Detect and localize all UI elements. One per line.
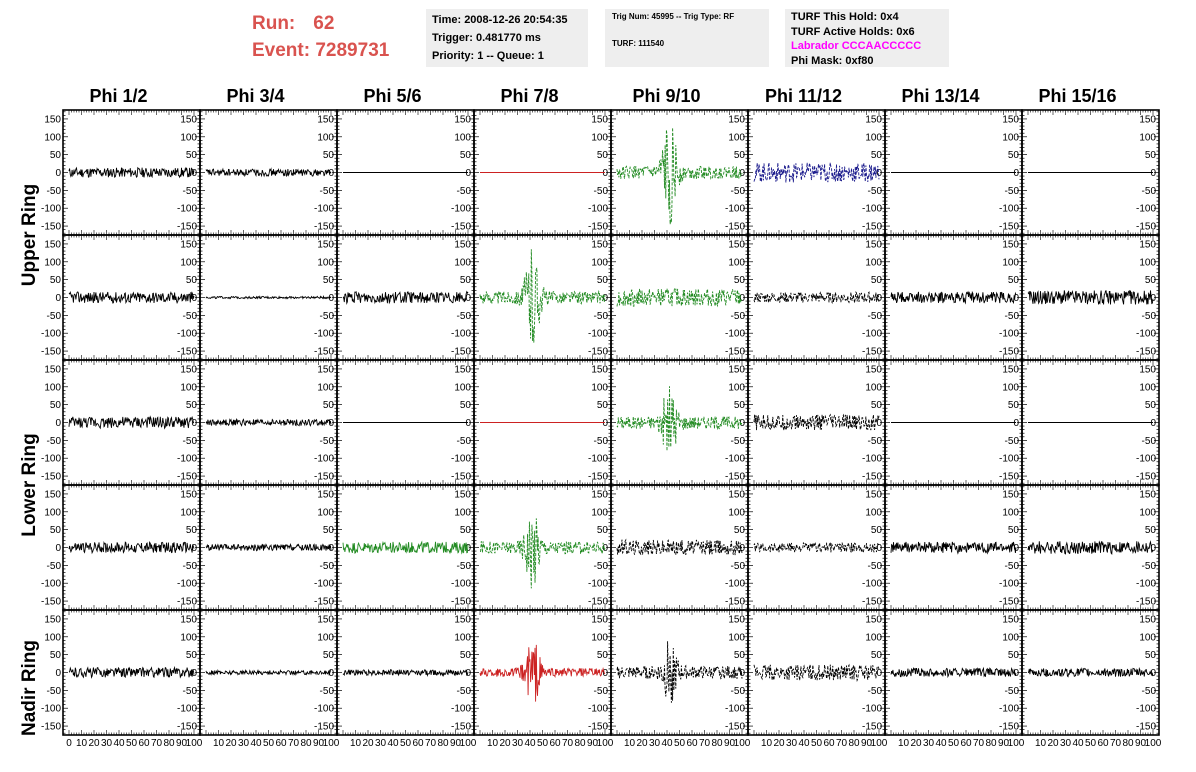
- y-tick-label: 0: [191, 418, 197, 429]
- y-tick-label: 150: [454, 364, 471, 376]
- y-tick-label: -100: [998, 328, 1019, 340]
- waveform-trace: [754, 415, 879, 431]
- panel-r4-c2: [200, 485, 337, 610]
- y-tick-label: -100: [724, 203, 745, 215]
- waveform-trace: [206, 544, 331, 550]
- y-tick-label: 50: [1007, 400, 1019, 412]
- turf-active-text: TURF Active Holds: 0x6: [791, 25, 915, 38]
- col-header-1: Phi 1/2: [89, 86, 148, 106]
- waveform-trace: [69, 292, 194, 303]
- y-tick-label: -100: [587, 203, 608, 215]
- panel-r1-c5: [611, 110, 748, 235]
- y-tick-label: -50: [1004, 435, 1019, 447]
- y-tick-label: -50: [730, 310, 745, 322]
- y-tick-label: 50: [322, 400, 334, 412]
- y-tick-label: 0: [191, 543, 197, 554]
- trig-num-text: Trig Num: 45995 -- Trig Type: RF: [612, 12, 735, 21]
- panel-r3-c1: [41, 360, 200, 485]
- y-tick-label: 0: [1150, 168, 1156, 179]
- y-tick-label: 0: [1150, 293, 1156, 304]
- y-tick-label: -100: [450, 203, 471, 215]
- y-tick-label: -50: [1141, 435, 1156, 447]
- y-tick-label: -100: [450, 453, 471, 465]
- y-tick-label: -100: [176, 578, 197, 590]
- y-tick-label: 100: [865, 382, 882, 394]
- y-tick-label: 0: [739, 168, 745, 179]
- y-tick-label: -150: [40, 471, 61, 483]
- panel-r1-c2: [200, 110, 337, 235]
- y-tick-label: 50: [49, 150, 61, 162]
- y-tick-label: -100: [861, 453, 882, 465]
- y-tick-label: 150: [1002, 114, 1019, 126]
- y-tick-label: 150: [865, 364, 882, 376]
- y-tick-label: -100: [313, 328, 334, 340]
- y-tick-label: -150: [724, 221, 745, 233]
- y-tick-label: -150: [998, 346, 1019, 358]
- waveform-trace: [480, 249, 605, 342]
- y-tick-label: 50: [322, 150, 334, 162]
- row-label-nadir: Nadir Ring: [19, 639, 40, 737]
- y-tick-label: -100: [1135, 203, 1156, 215]
- y-tick-label: 150: [1139, 114, 1156, 126]
- y-tick-label: 0: [55, 418, 61, 429]
- panel-r2-c8: [1022, 235, 1159, 360]
- y-tick-label: 0: [328, 293, 334, 304]
- y-tick-label: -50: [593, 435, 608, 447]
- y-tick-label: -100: [861, 328, 882, 340]
- col-header-6: Phi 11/12: [764, 86, 843, 106]
- y-tick-label: -50: [319, 560, 334, 572]
- waveform-trace: [69, 168, 194, 178]
- y-tick-label: 100: [1002, 257, 1019, 269]
- y-tick-label: 50: [733, 275, 745, 287]
- y-tick-label: 50: [49, 400, 61, 412]
- y-tick-label: 100: [454, 507, 471, 519]
- y-tick-label: 100: [44, 257, 61, 269]
- y-tick-label: 100: [1139, 132, 1156, 144]
- y-tick-label: 50: [1007, 275, 1019, 287]
- y-tick-label: -100: [724, 453, 745, 465]
- y-tick-label: 50: [322, 275, 334, 287]
- y-tick-label: 150: [728, 364, 745, 376]
- y-tick-label: 100: [317, 507, 334, 519]
- y-tick-label: 150: [454, 114, 471, 126]
- turf-text: TURF: 111540: [612, 39, 665, 48]
- y-tick-label: -150: [587, 221, 608, 233]
- waveform-trace: [206, 419, 331, 425]
- y-tick-label: 100: [1002, 132, 1019, 144]
- y-tick-label: -100: [998, 453, 1019, 465]
- waveform-trace: [617, 386, 742, 451]
- run-label: Run:: [252, 13, 296, 34]
- y-tick-label: 100: [180, 382, 197, 394]
- panel-r3-c5: [611, 360, 748, 485]
- y-tick-label: -50: [730, 435, 745, 447]
- y-tick-label: -50: [182, 435, 197, 447]
- y-tick-label: -100: [40, 453, 61, 465]
- y-tick-label: -150: [1135, 471, 1156, 483]
- y-tick-label: 100: [728, 132, 745, 144]
- y-tick-label: -150: [1135, 221, 1156, 233]
- y-tick-label: 150: [44, 114, 61, 126]
- y-tick-label: 0: [465, 293, 471, 304]
- y-tick-label: -150: [861, 346, 882, 358]
- y-tick-label: -50: [46, 310, 61, 322]
- y-tick-label: 50: [733, 150, 745, 162]
- y-tick-label: 0: [739, 418, 745, 429]
- y-tick-label: -100: [176, 328, 197, 340]
- y-tick-label: -150: [587, 471, 608, 483]
- y-tick-label: -50: [456, 185, 471, 197]
- y-tick-label: 150: [591, 364, 608, 376]
- y-tick-label: 100: [180, 507, 197, 519]
- y-tick-label: 100: [44, 507, 61, 519]
- y-tick-label: 100: [865, 132, 882, 144]
- waveform-trace: [69, 417, 194, 428]
- y-tick-label: -150: [998, 221, 1019, 233]
- turf-hold-text: TURF This Hold: 0x4: [791, 11, 899, 23]
- phi-mask-text: Phi Mask: 0xf80: [791, 54, 874, 67]
- waveform-trace: [206, 296, 331, 298]
- y-tick-label: -150: [724, 471, 745, 483]
- y-tick-label: 150: [454, 239, 471, 251]
- y-tick-label: 150: [591, 239, 608, 251]
- y-tick-label: -100: [450, 578, 471, 590]
- col-header-7: Phi 13/14: [901, 86, 980, 106]
- y-tick-label: 50: [1144, 150, 1156, 162]
- y-tick-label: -100: [587, 328, 608, 340]
- y-tick-label: 150: [180, 489, 197, 501]
- y-tick-label: 0: [465, 168, 471, 179]
- y-tick-label: -100: [40, 578, 61, 590]
- y-tick-label: 0: [328, 543, 334, 554]
- y-tick-label: -150: [176, 596, 197, 608]
- y-tick-label: 100: [44, 132, 61, 144]
- y-tick-label: 100: [454, 132, 471, 144]
- y-tick-label: 50: [596, 150, 608, 162]
- y-tick-label: 50: [870, 275, 882, 287]
- y-tick-label: -50: [1141, 185, 1156, 197]
- y-tick-label: 0: [55, 293, 61, 304]
- col-header-2: Phi 3/4: [226, 86, 285, 106]
- y-tick-label: -150: [450, 471, 471, 483]
- y-tick-label: -150: [176, 346, 197, 358]
- panel-r2-c3: [337, 235, 474, 360]
- y-tick-label: 100: [591, 382, 608, 394]
- y-tick-label: -50: [593, 310, 608, 322]
- waveform-trace: [754, 163, 879, 183]
- y-tick-label: -100: [313, 203, 334, 215]
- y-tick-label: 0: [328, 168, 334, 179]
- y-tick-label: 100: [180, 132, 197, 144]
- y-tick-label: -50: [182, 560, 197, 572]
- y-tick-label: -100: [861, 203, 882, 215]
- y-tick-label: 100: [591, 132, 608, 144]
- y-tick-label: 150: [44, 364, 61, 376]
- y-tick-label: 100: [1139, 257, 1156, 269]
- y-tick-label: -50: [182, 310, 197, 322]
- y-tick-label: 150: [180, 239, 197, 251]
- y-tick-label: 0: [1013, 168, 1019, 179]
- panel-r1-c4: [474, 110, 611, 235]
- y-tick-label: 150: [180, 364, 197, 376]
- y-tick-label: 150: [317, 364, 334, 376]
- y-tick-label: 50: [185, 150, 197, 162]
- y-tick-label: 50: [459, 400, 471, 412]
- y-tick-label: 100: [317, 257, 334, 269]
- panel-r3-c6: [748, 360, 885, 485]
- y-tick-label: 0: [55, 168, 61, 179]
- y-tick-label: 0: [739, 293, 745, 304]
- y-tick-label: 100: [1002, 382, 1019, 394]
- y-tick-label: 150: [865, 239, 882, 251]
- y-tick-label: 0: [876, 418, 882, 429]
- row-label-lower: Lower Ring: [19, 433, 40, 537]
- panel-r1-c3: [337, 110, 474, 235]
- y-tick-label: 50: [322, 525, 334, 537]
- y-tick-label: 0: [602, 418, 608, 429]
- y-tick-label: 50: [185, 525, 197, 537]
- y-tick-label: 150: [1139, 239, 1156, 251]
- panel-r2-c4: [474, 235, 611, 360]
- y-tick-label: -50: [46, 435, 61, 447]
- y-tick-label: -50: [46, 560, 61, 572]
- y-tick-label: 100: [728, 382, 745, 394]
- panel-r2-c7: [885, 235, 1022, 360]
- y-tick-label: 100: [865, 257, 882, 269]
- col-header-8: Phi 15/16: [1038, 86, 1117, 106]
- panel-frame: [611, 235, 748, 360]
- y-tick-label: 50: [870, 150, 882, 162]
- y-tick-label: -100: [40, 328, 61, 340]
- y-tick-label: 50: [870, 400, 882, 412]
- y-tick-label: 150: [728, 114, 745, 126]
- y-tick-label: 0: [55, 543, 61, 554]
- y-tick-label: -50: [867, 310, 882, 322]
- y-tick-label: -150: [724, 346, 745, 358]
- y-tick-label: 100: [180, 257, 197, 269]
- y-tick-label: -50: [456, 435, 471, 447]
- panel-r3-c2: [200, 360, 337, 485]
- waveform-trace: [754, 292, 879, 303]
- y-tick-label: 0: [602, 293, 608, 304]
- y-tick-label: 50: [459, 275, 471, 287]
- y-tick-label: -150: [176, 471, 197, 483]
- panel-r3-c3: [337, 360, 474, 485]
- y-tick-label: -50: [867, 185, 882, 197]
- waveform-trace: [617, 128, 742, 225]
- y-tick-label: -50: [867, 435, 882, 447]
- waveform-trace: [617, 289, 742, 307]
- y-tick-label: 150: [317, 114, 334, 126]
- y-tick-label: -100: [587, 453, 608, 465]
- y-tick-label: 50: [1144, 400, 1156, 412]
- y-tick-label: -100: [1135, 453, 1156, 465]
- y-tick-label: -100: [176, 203, 197, 215]
- y-tick-label: -50: [319, 310, 334, 322]
- panel-r4-c4: [474, 485, 611, 610]
- y-tick-label: -100: [40, 203, 61, 215]
- y-tick-label: 50: [459, 150, 471, 162]
- y-tick-label: 50: [596, 400, 608, 412]
- event-label: Event:: [252, 40, 311, 61]
- y-tick-label: -50: [1004, 310, 1019, 322]
- y-tick-label: 0: [876, 293, 882, 304]
- y-tick-label: 150: [454, 489, 471, 501]
- y-tick-label: 50: [1144, 275, 1156, 287]
- y-tick-label: -50: [1004, 185, 1019, 197]
- y-tick-label: -150: [40, 346, 61, 358]
- y-tick-label: -150: [313, 346, 334, 358]
- y-tick-label: 50: [459, 525, 471, 537]
- labrador-text: Labrador CCCAACCCCC: [791, 40, 922, 52]
- y-tick-label: -150: [313, 221, 334, 233]
- y-tick-label: -150: [861, 221, 882, 233]
- panel-frame: [474, 235, 611, 360]
- y-tick-label: 150: [317, 489, 334, 501]
- y-tick-label: -150: [587, 346, 608, 358]
- y-tick-label: 50: [49, 525, 61, 537]
- y-tick-label: 100: [1139, 382, 1156, 394]
- y-tick-label: -150: [450, 346, 471, 358]
- y-tick-label: 50: [185, 400, 197, 412]
- panel-r1-c8: [1022, 110, 1159, 235]
- panel-r2-c5: [611, 235, 748, 360]
- y-tick-label: 150: [591, 114, 608, 126]
- waveform-trace: [343, 292, 468, 303]
- y-tick-label: 50: [596, 275, 608, 287]
- panel-r4-c3: [337, 485, 474, 610]
- row-label-upper: Upper Ring: [19, 183, 40, 287]
- y-tick-label: 0: [1150, 418, 1156, 429]
- y-tick-label: -150: [176, 221, 197, 233]
- col-header-5: Phi 9/10: [632, 86, 701, 106]
- y-tick-label: -100: [998, 203, 1019, 215]
- y-tick-label: -50: [456, 560, 471, 572]
- waveform-trace: [891, 292, 1016, 303]
- y-tick-label: 100: [728, 257, 745, 269]
- event-value: 7289731: [315, 40, 390, 61]
- panel-r4-c1: [41, 485, 200, 610]
- y-tick-label: -50: [319, 435, 334, 447]
- y-tick-label: 150: [317, 239, 334, 251]
- y-tick-label: -50: [46, 185, 61, 197]
- y-tick-label: 100: [454, 382, 471, 394]
- y-tick-label: 0: [1013, 293, 1019, 304]
- y-tick-label: 100: [454, 257, 471, 269]
- y-tick-label: -50: [319, 185, 334, 197]
- y-tick-label: -150: [313, 471, 334, 483]
- col-header-3: Phi 5/6: [363, 86, 422, 106]
- y-tick-label: 50: [733, 400, 745, 412]
- y-tick-label: -150: [450, 221, 471, 233]
- y-tick-label: 150: [865, 114, 882, 126]
- panel-r3-c4: [474, 360, 611, 485]
- y-tick-label: 150: [180, 114, 197, 126]
- panel-r1-c6: [748, 110, 885, 235]
- y-tick-label: -50: [730, 185, 745, 197]
- y-tick-label: 150: [1139, 364, 1156, 376]
- y-tick-label: 100: [317, 382, 334, 394]
- y-tick-label: 50: [185, 275, 197, 287]
- time-text: Time: 2008-12-26 20:54:35: [432, 14, 568, 26]
- panel-r2-c2: [200, 235, 337, 360]
- y-tick-label: 150: [44, 239, 61, 251]
- y-tick-label: -100: [450, 328, 471, 340]
- y-tick-label: -100: [313, 578, 334, 590]
- priority-text: Priority: 1 -- Queue: 1: [432, 50, 544, 62]
- y-tick-label: -50: [1141, 310, 1156, 322]
- y-tick-label: 150: [1002, 364, 1019, 376]
- y-tick-label: 50: [49, 275, 61, 287]
- run-value: 62: [313, 13, 335, 34]
- panel-r1-c7: [885, 110, 1022, 235]
- y-tick-label: 0: [191, 293, 197, 304]
- y-tick-label: 0: [602, 168, 608, 179]
- waveform-trace: [343, 542, 468, 553]
- y-tick-label: 150: [44, 489, 61, 501]
- y-tick-label: 0: [191, 168, 197, 179]
- y-tick-label: -100: [176, 453, 197, 465]
- waveform-trace: [1028, 290, 1153, 304]
- y-tick-label: -100: [1135, 328, 1156, 340]
- panel-r3-c8: [1022, 360, 1159, 485]
- panel-r3-c7: [885, 360, 1022, 485]
- col-header-4: Phi 7/8: [500, 86, 559, 106]
- y-tick-label: -150: [40, 596, 61, 608]
- y-tick-label: 0: [1013, 418, 1019, 429]
- panel-r2-c1: [41, 235, 200, 360]
- waveform-trace: [69, 542, 194, 553]
- panel-r1-c1: [41, 110, 200, 235]
- y-tick-label: -150: [450, 596, 471, 608]
- y-tick-label: -100: [724, 328, 745, 340]
- y-tick-label: -100: [313, 453, 334, 465]
- y-tick-label: -50: [182, 185, 197, 197]
- y-tick-label: 100: [44, 382, 61, 394]
- y-tick-label: -50: [456, 310, 471, 322]
- y-tick-label: -150: [1135, 346, 1156, 358]
- y-tick-label: -150: [861, 471, 882, 483]
- y-tick-label: 0: [465, 418, 471, 429]
- trigger-text: Trigger: 0.481770 ms: [432, 32, 541, 44]
- y-tick-label: -150: [40, 221, 61, 233]
- y-tick-label: -150: [998, 471, 1019, 483]
- y-tick-label: 50: [1007, 150, 1019, 162]
- y-tick-label: -50: [593, 185, 608, 197]
- y-tick-label: 0: [328, 418, 334, 429]
- waveform-trace: [206, 169, 331, 176]
- y-tick-label: 100: [317, 132, 334, 144]
- y-tick-label: 0: [876, 168, 882, 179]
- y-tick-label: 150: [728, 239, 745, 251]
- y-tick-label: 100: [591, 257, 608, 269]
- y-tick-label: 0: [465, 543, 471, 554]
- y-tick-label: -150: [313, 596, 334, 608]
- panel-r2-c6: [748, 235, 885, 360]
- y-tick-label: 150: [1002, 239, 1019, 251]
